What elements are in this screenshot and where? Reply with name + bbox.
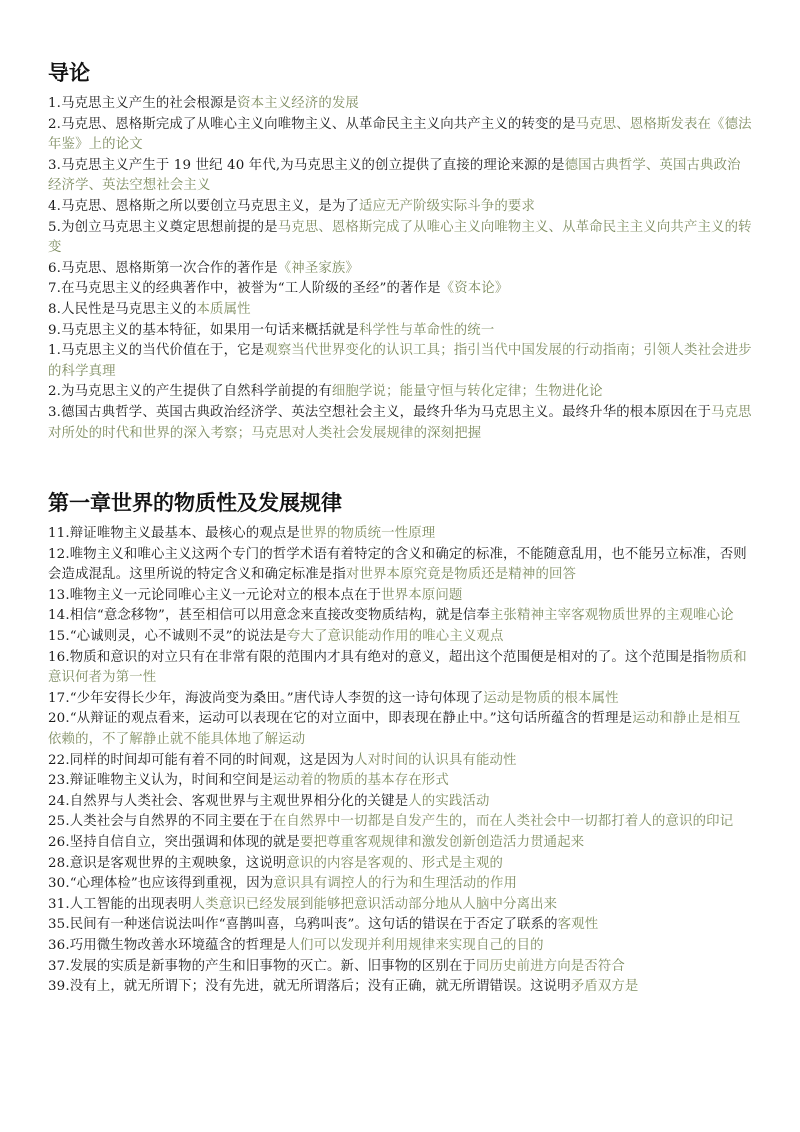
answer-text: 夸大了意识能动作用的唯心主义观点 [286,629,504,645]
question-item [48,606,752,627]
question-text: 4.马克思、恩格斯之所以要创立马克思主义，是为了 [48,198,359,214]
answer-text: 要把尊重客观规律和激发创新创造活力贯通起来 [299,835,585,850]
question-text: 28.意识是客观世界的主观映象，这说明 [48,855,287,871]
answer-text: 细胞学说；能量守恒与转化定律；生物进化论 [331,384,603,400]
answer-text: 观察当代世界变化的认识工具；指引当代中国发展的行动指南；引领人类社会进步的科学真理 [48,343,752,379]
question-text: 30.“心理体检”也应该得到重视，因为 [48,876,274,892]
answer-text: 《资本论》 [440,281,509,297]
question-item [48,382,752,403]
answer-text: 人的实践活动 [408,793,490,809]
question-item [48,403,752,444]
answer-text: 德国古典哲学、英国古典政治经济学、英法空想社会主义 [48,157,741,194]
answer-text: 同历史前进方向是否符合 [475,958,625,974]
question-item [48,156,752,197]
question-item [48,586,752,607]
answer-text: 人们可以发现并利用规律来实现自己的目的 [286,937,544,953]
question-item [48,94,752,115]
question-text: 12.唯物主义和唯心主义这两个专门的哲学术语有着特定的含义和确定的标准，不能随意乱用，也不能另立标准，否则会造成混乱。这里所说的特定含义和确定标准是指 [48,546,747,583]
question-item [48,279,752,300]
answer-text: 运动是物质的根本属性 [483,690,619,706]
question-text: 22.同样的时间却可能有着不同的时间观，这是因为 [48,752,355,768]
question-item [48,689,752,710]
question-item [48,915,752,936]
answer-text: 本质属性 [196,301,251,317]
question-text: 13.唯物主义一元论同唯心主义一元论对立的根本点在于 [48,587,382,603]
answer-text: 马克思、恩格斯发表在《德法年鉴》上的论文 [48,116,752,153]
question-text: 37.发展的实质是新事物的产生和旧事物的灭亡。新、旧事物的区别在于 [48,958,476,974]
question-item [48,936,752,957]
question-item [48,197,752,218]
question-text: 2.为马克思主义的产生提供了自然科学前提的有 [48,384,332,400]
answer-text: 意识的内容是客观的、形式是主观的 [286,855,504,871]
question-item [48,648,752,689]
section-title: 导论 [48,61,90,85]
question-text: 3.马克思主义产生于 19 世纪 40 年代,为马克思主义的创立提供了直接的理论来源的是 [48,157,565,173]
question-item [48,218,752,259]
answer-text: 适应无产阶级实际斗争的要求 [358,198,535,214]
question-item [48,895,752,916]
question-item [48,627,752,648]
answer-text: 世界的物质统一性原理 [299,526,436,542]
question-item [48,812,752,833]
answer-text: 科学性与革命性的统一 [358,322,495,338]
answer-text: 马克思对所处的时代和世界的深入考察；马克思对人类社会发展规律的深刻把握 [48,404,752,441]
answer-text: 在自然界中一切都是自发产生的，而在人类社会中一切都打着人的意识的印记 [272,814,734,830]
answer-text: 世界本原问题 [381,587,463,603]
question-text: 23.辩证唯物主义认为，时间和空间是 [48,773,273,789]
answer-text: 对世界本原究竟是物质还是精神的回答 [345,567,577,583]
question-text: 16.物质和意识的对立只有在非常有限的范围内才具有绝对的意义，超出这个范围便是相对的了。这个范围是指 [48,649,707,665]
question-text: 36.巧用微生物改善水环境蕴含的哲理是 [48,937,287,953]
question-item [48,751,752,772]
question-item [48,115,752,156]
answer-text: 马克思、恩格斯完成了从唯心主义向唯物主义、从革命民主主义向共产主义的转变 [48,219,752,256]
question-text: 2.马克思、恩格斯完成了从唯心主义向唯物主义、从革命民主主义向共产主义的转变的是 [48,116,576,132]
question-text: 24.自然界与人类社会、客观世界与主观世界相分化的关键是 [48,793,409,809]
question-item [48,977,752,998]
answer-text: 资本主义经济的发展 [237,96,359,111]
question-text: 20.“从辩证的观点看来，运动可以表现在它的对立面中，即表现在静止中。”这句话所蕴含的哲理是 [48,711,633,727]
answer-text: 人类意识已经发展到能够把意识活动部分地从人脑中分离出来 [191,896,558,912]
question-text: 25.人类社会与自然界的不同主要在于 [48,814,273,830]
question-text: 14.相信“意念移物”，甚至相信可以用意念来直接改变物质结构，就是信奉 [48,608,490,624]
section-title: 第一章世界的物质性及发展规律 [48,491,342,516]
question-text: 3.德国古典哲学、英国古典政治经济学、英法空想社会主义，最终升华为马克思主义。最终升华的根本原因在于 [48,404,712,420]
question-item [48,524,752,545]
answer-text: 运动和静止是相互依赖的，不了解静止就不能具体地了解运动 [48,711,741,748]
question-text: 6.马克思、恩格斯第一次合作的著作是 [48,260,278,276]
question-text: 1.马克思主义的当代价值在于，它是 [48,343,265,359]
question-text: 26.坚持自信自立，突出强调和体现的就是 [48,835,300,850]
question-text: 35.民间有一种迷信说法叫作“喜鹊叫喜，乌鸦叫丧”。这句话的错误在于否定了联系的 [48,917,558,933]
question-item [48,771,752,792]
question-text: 11.辩证唯物主义最基本、最核心的观点是 [48,526,300,542]
answer-text: 主张精神主宰客观物质世界的主观唯心论 [489,608,734,624]
answer-text: 客观性 [557,917,599,933]
answer-text: 矛盾双方是 [570,979,639,995]
question-text: 15.“心诚则灵，心不诚则不灵”的说法是 [48,629,287,645]
question-text: 8.人民性是马克思主义的 [48,301,197,317]
question-text: 31.人工智能的出现表明 [48,896,192,912]
answer-text: 意识具有调控人的行为和生理活动的作用 [273,876,518,892]
question-item [48,792,752,813]
question-item [48,321,752,342]
answer-text: 运动着的物质的基本存在形式 [272,773,449,789]
question-text: 17.“少年安得长少年，海波尚变为桑田。”唐代诗人李贺的这一诗句体现了 [48,690,484,706]
question-item [48,259,752,280]
question-text: 5.为创立马克思主义奠定思想前提的是 [48,219,278,235]
question-item [48,545,752,586]
question-item [48,341,752,382]
question-text: 7.在马克思主义的经典著作中，被誉为“工人阶级的圣经”的著作是 [48,281,441,297]
question-text: 1.马克思主义产生的社会根源是 [48,96,238,111]
question-item [48,300,752,321]
answer-text: 人对时间的认识具有能动性 [354,752,517,768]
question-item [48,854,752,875]
answer-text: 物质和意识何者为第一性 [48,649,747,686]
question-item [48,709,752,750]
sections-container [48,58,752,998]
question-item [48,833,752,854]
question-item [48,957,752,978]
question-text: 39.没有上，就无所谓下；没有先进，就无所谓落后；没有正确，就无所谓错误。这说明 [48,979,571,995]
question-item [48,874,752,895]
question-text: 9.马克思主义的基本特征，如果用一句话来概括就是 [48,322,359,338]
answer-text: 《神圣家族》 [277,260,359,276]
